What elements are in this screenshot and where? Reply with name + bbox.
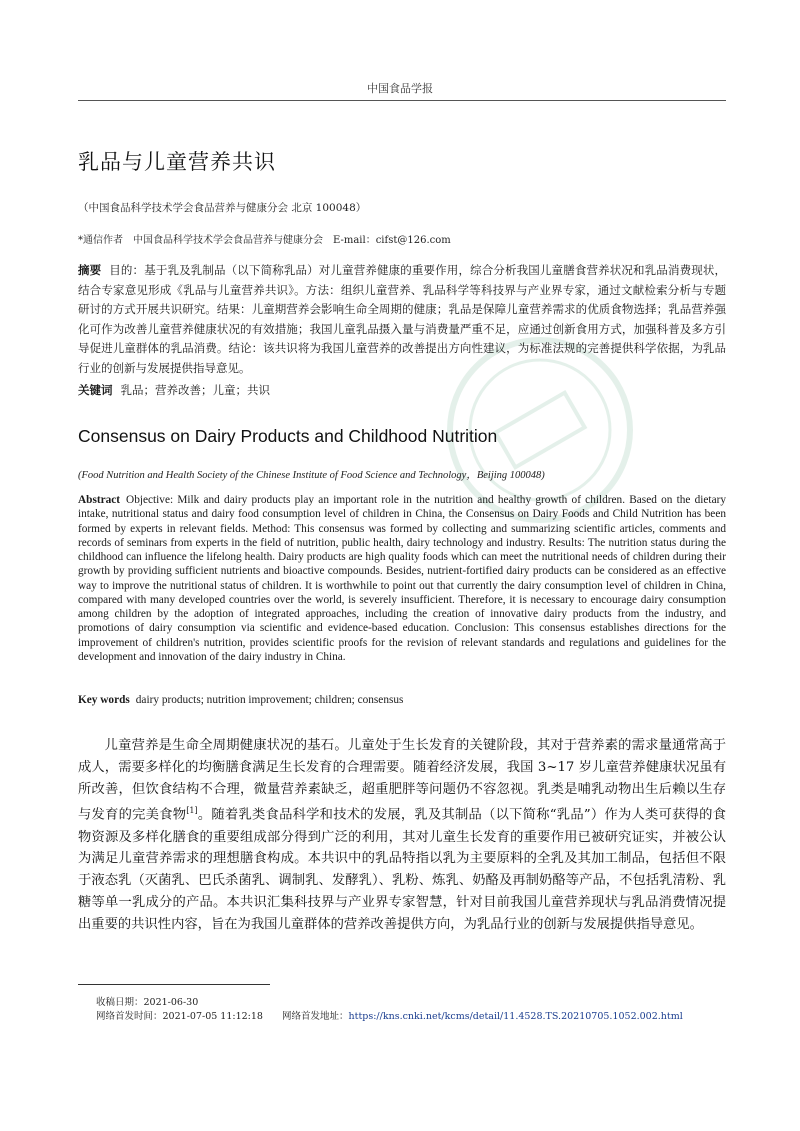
header-divider — [78, 100, 726, 101]
body-paragraph — [78, 735, 726, 936]
online-time-label: 网络首发时间： — [96, 1011, 163, 1022]
keywords-chinese-label: 关键词 — [78, 383, 113, 397]
affiliation-english: (Food Nutrition and Health Society of the Chinese Institute of Food Science and Technology，Beijing 100048) — [78, 470, 545, 481]
online-url-link[interactable]: https://kns.cnki.net/kcms/detail/11.4528.TS.20210705.1052.002.html — [348, 1011, 683, 1022]
citation-ref[interactable]: [1] — [186, 806, 198, 816]
abstract-english-label: Abstract — [78, 494, 121, 506]
body-text-part2: 。随着乳类食品科学和技术的发展，乳及其制品（以下简称“乳品”）作为人类可获得的食物资源及多样化膳食的重要组成部分得到广泛的利用，其对儿童生长发育的重要作用已被研究证实，并被公认为满足儿童营养需求的理想膳食构成。本共识中的乳品特指以乳为主要原料的全乳及其加工制品，包括但不限于液态乳（灭菌乳、巴氏杀菌乳、调制乳、发酵乳）、乳粉、炼乳、奶酪及再制奶酪等产品，不包括乳清粉、乳糖等单一乳成分的产品。本共识汇集科技界与产业界专家智慧，针对目前我国儿童营养现状与乳品消费情况提出重要的共识性内容，旨在为我国儿童群体的营养改善提供方向，为乳品行业的创新与发展提供指导意见。 — [78, 807, 726, 932]
keywords-chinese-text: 乳品；营养改善；儿童；共识 — [120, 383, 270, 397]
journal-header: 中国食品学报 — [367, 82, 433, 95]
keywords-english-text: dairy products; nutrition improvement; children; consensus — [135, 694, 404, 706]
online-time-value: 2021-07-05 11:12:18 — [162, 1011, 263, 1022]
online-publication-info — [96, 1008, 683, 1022]
abstract-chinese-text: 目的：基于乳及乳制品（以下简称乳品）对儿童营养健康的重要作用，综合分析我国儿童膳食营养状况和乳品消费现状，结合专家意见形成《乳品与儿童营养共识》。方法：组织儿童营养、乳品科学等科技界与产业界专家，通过文献检索分析与专题研讨的方式开展共识研究。结果：儿童期营养会影响生命全周期的健康；乳品是保障儿童营养需求的优质食物选择；乳品营养强化可作为改善儿童营养健康状况的有效措施；我国儿童乳品摄入量与消费量严重不足，应通过创新食用方式，加强科普及多方引导促进儿童群体的乳品消费。结论：该共识将为我国儿童营养的改善提出方向性建议，为标准法规的完善提供科学依据，为乳品行业的创新与发展提供指导意见。 — [78, 263, 726, 375]
affiliation-chinese: （中国食品科学技术学会食品营养与健康分会 北京 100048） — [78, 202, 367, 214]
abstract-english-text: Objective: Milk and dairy products play an important role in the nutrition and healthy growth of children. Based on the dietary intake, nutritional status and dairy food consumption level of children in China, the Consensus on Dairy Foods and Child Nutrition has been formed by experts in relevant fields. Method: This consensus was formed by collecting and summarizing scientific articles, comments and records of seminars from experts in the field of nutrition, public health, dairy technology and industry. Results: The nutrition status during the childhood can influence the lifelong health. Dairy products are high quality foods which can meet the nutritional needs of children during their growth by providing sufficient nutrients and bioactive compounds. Besides, nutrient-fortified dairy products can be considered as an effective way to improve the nutritional status of children. It is worthwhile to point out that currently the dairy consumption level of children in China, compared with many developed countries over the world, is severely insufficient. Therefore, it is necessary to encourage dairy consumption among children by the adoption of integrated approaches, including the creation of innovative dairy products from the industry, and promotions of dairy consumption via scientific and evidence-based education. Conclusion: This consensus establishes directions for the improvement of children's nutrition, provides scientific proofs for the revision of relevant standards and regulations and guidelines for the development and innovation of the dairy industry in China. — [78, 494, 726, 663]
online-address-label: 网络首发地址： — [282, 1011, 349, 1022]
keywords-english-label: Key words — [78, 694, 130, 706]
abstract-chinese-label: 摘要 — [78, 263, 102, 277]
body-text-part1: 儿童营养是生命全周期健康状况的基石。儿童处于生长发育的关键阶段，其对于营养素的需求量通常高于成人，需要多样化的均衡膳食满足生长发育的合理需要。随着经济发展，我国 3~17 岁儿童营养健康状况虽有所改善，但饮食结构不合理，微量营养素缺乏，超重肥胖等问题仍不容忽视。乳类是哺乳动物出生后赖以生存与发育的完美食物 — [78, 738, 726, 823]
received-date: 收稿日期：2021-06-30 — [96, 997, 199, 1008]
abstract-chinese — [78, 261, 726, 378]
keywords-english — [78, 694, 403, 706]
title-chinese: 乳品与儿童营养共识 — [78, 150, 276, 174]
abstract-english — [78, 493, 726, 664]
corresponding-author: *通信作者 中国食品科学技术学会食品营养与健康分会 E-mail：cifst@126.com — [78, 235, 451, 246]
footnote-divider — [78, 984, 270, 985]
keywords-chinese — [78, 382, 270, 398]
title-english: Consensus on Dairy Products and Childhood Nutrition — [78, 426, 498, 446]
